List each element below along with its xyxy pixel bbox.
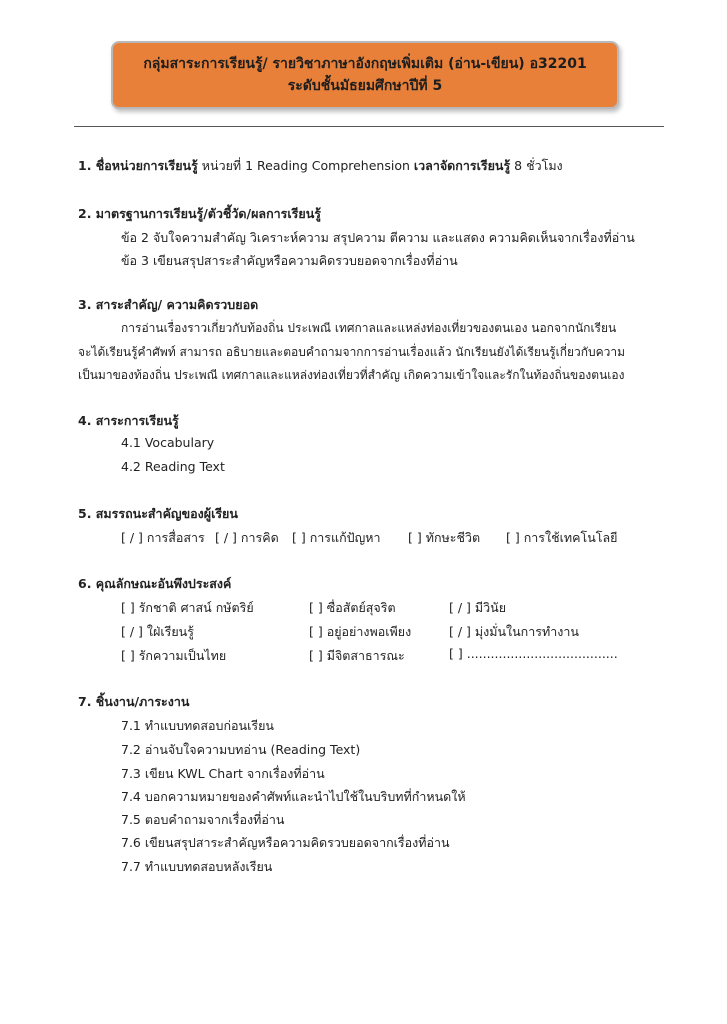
section-1 (78, 156, 563, 176)
attribute-label: มีวินัย (474, 600, 507, 615)
attribute-label: มุ่งมั่นในการทำงาน (474, 624, 579, 639)
attribute-label: ใฝ่เรียนรู้ (146, 624, 194, 639)
section-6-title: 6. คุณลักษณะอันพึงประสงค์ (78, 576, 232, 591)
competency-item (121, 528, 205, 548)
checkbox: [ ] (408, 530, 422, 545)
task-item: 7.6 เขียนสรุปสาระสำคัญหรือความคิดรวบยอดจากเรื่องที่อ่าน (121, 835, 450, 850)
time-value: 8 ชั่วโมง (514, 158, 563, 173)
concept-line: จะได้เรียนรู้คำศัพท์ สามารถ อธิบายและตอบคำถามจากการอ่านเรื่องแล้ว นักเรียนยังได้เรียนรู้เกี่ยวกับความ (78, 345, 626, 359)
attribute-label: ...................................... (466, 646, 618, 661)
attribute-item (121, 622, 194, 642)
concept-line: การอ่านเรื่องราวเกี่ยวกับท้องถิ่น ประเพณี เทศกาลและแหล่งท่องเที่ยวของตนเอง นอกจากนักเรียน (121, 321, 617, 335)
attribute-label: อยู่อย่างพอเพียง (326, 624, 412, 639)
header-subtitle: ระดับชั้นมัธยมศึกษาปีที่ 5 (287, 78, 443, 94)
task-item: 7.4 บอกความหมายของคำศัพท์และนำไปใช้ในบริบทที่กำหนดให้ (121, 789, 466, 804)
competency-item (215, 528, 279, 548)
checkbox: [ ] (506, 530, 520, 545)
header-title: กลุ่มสาระการเรียนรู้/ รายวิชาภาษาอังกฤษเพิ่มเติม (อ่าน-เขียน) อ32201 (143, 56, 587, 72)
checkbox: [ / ] (121, 624, 143, 639)
checkbox: [ ] (309, 648, 323, 663)
unit-name: หน่วยที่ 1 Reading Comprehension (201, 158, 410, 173)
section-2-title: 2. มาตรฐานการเรียนรู้/ตัวชี้วัด/ผลการเรียนรู้ (78, 206, 321, 221)
task-item: 7.2 อ่านจับใจความบทอ่าน (Reading Text) (121, 742, 361, 757)
attribute-label: รักชาติ ศาสน์ กษัตริย์ (138, 600, 254, 615)
attribute-label: มีจิตสาธารณะ (326, 648, 405, 663)
task-item: 7.3 เขียน KWL Chart จากเรื่องที่อ่าน (121, 766, 325, 781)
concept-line: เป็นมาของท้องถิ่น ประเพณี เทศกาลและแหล่งท่องเที่ยวที่สำคัญ เกิดความเข้าใจและรักในท้องถิ่นของตนเอง (78, 368, 625, 382)
attribute-item (449, 622, 579, 642)
task-item: 7.5 ตอบคำถามจากเรื่องที่อ่าน (121, 812, 285, 827)
checkbox: [ / ] (215, 530, 237, 545)
attribute-item (121, 646, 226, 666)
attribute-label: รักความเป็นไทย (138, 648, 227, 663)
attribute-label: ซื่อสัตย์สุจริต (326, 600, 396, 615)
task-item: 7.7 ทำแบบทดสอบหลังเรียน (121, 859, 273, 874)
competency-item (292, 528, 381, 548)
section-5-title: 5. สมรรถนะสำคัญของผู้เรียน (78, 506, 238, 521)
attribute-item (121, 598, 254, 618)
checkbox: [ ] (121, 600, 135, 615)
competency-label: การใช้เทคโนโลยี (523, 530, 618, 545)
checkbox: [ ] (292, 530, 306, 545)
section-7-title: 7. ชิ้นงาน/ภาระงาน (78, 694, 190, 709)
task-item: 7.1 ทำแบบทดสอบก่อนเรียน (121, 718, 274, 733)
section-4-title: 4. สาระการเรียนรู้ (78, 413, 179, 428)
attribute-item (309, 646, 405, 666)
checkbox: [ ] (309, 600, 323, 615)
checkbox: [ / ] (449, 600, 471, 615)
attribute-item (449, 646, 618, 661)
attribute-item (449, 598, 506, 618)
checkbox: [ / ] (121, 530, 143, 545)
content-item: 4.2 Reading Text (121, 459, 225, 474)
competency-item (408, 528, 480, 548)
content-item: 4.1 Vocabulary (121, 435, 215, 450)
attribute-item (309, 622, 411, 642)
competency-label: การคิด (240, 530, 279, 545)
section-1-label: 1. ชื่อหน่วยการเรียนรู้ (78, 158, 198, 173)
checkbox: [ ] (121, 648, 135, 663)
header-box (111, 41, 619, 109)
checkbox: [ / ] (449, 624, 471, 639)
checkbox: [ ] (309, 624, 323, 639)
standard-item: ข้อ 2 จับใจความสำคัญ วิเคราะห์ความ สรุปความ ตีความ และแสดง ความคิดเห็นจากเรื่องที่อ่าน (121, 230, 635, 245)
competency-item (506, 528, 617, 548)
competency-label: การสื่อสาร (146, 530, 205, 545)
attribute-item (309, 598, 396, 618)
standard-item: ข้อ 3 เขียนสรุปสาระสำคัญหรือความคิดรวบยอดจากเรื่องที่อ่าน (121, 253, 458, 268)
divider (74, 126, 664, 127)
section-3-title: 3. สาระสำคัญ/ ความคิดรวบยอด (78, 297, 259, 312)
time-label: เวลาจัดการเรียนรู้ (413, 158, 511, 173)
checkbox: [ ] (449, 646, 463, 661)
competency-label: การแก้ปัญหา (309, 530, 381, 545)
competency-label: ทักษะชีวิต (425, 530, 481, 545)
